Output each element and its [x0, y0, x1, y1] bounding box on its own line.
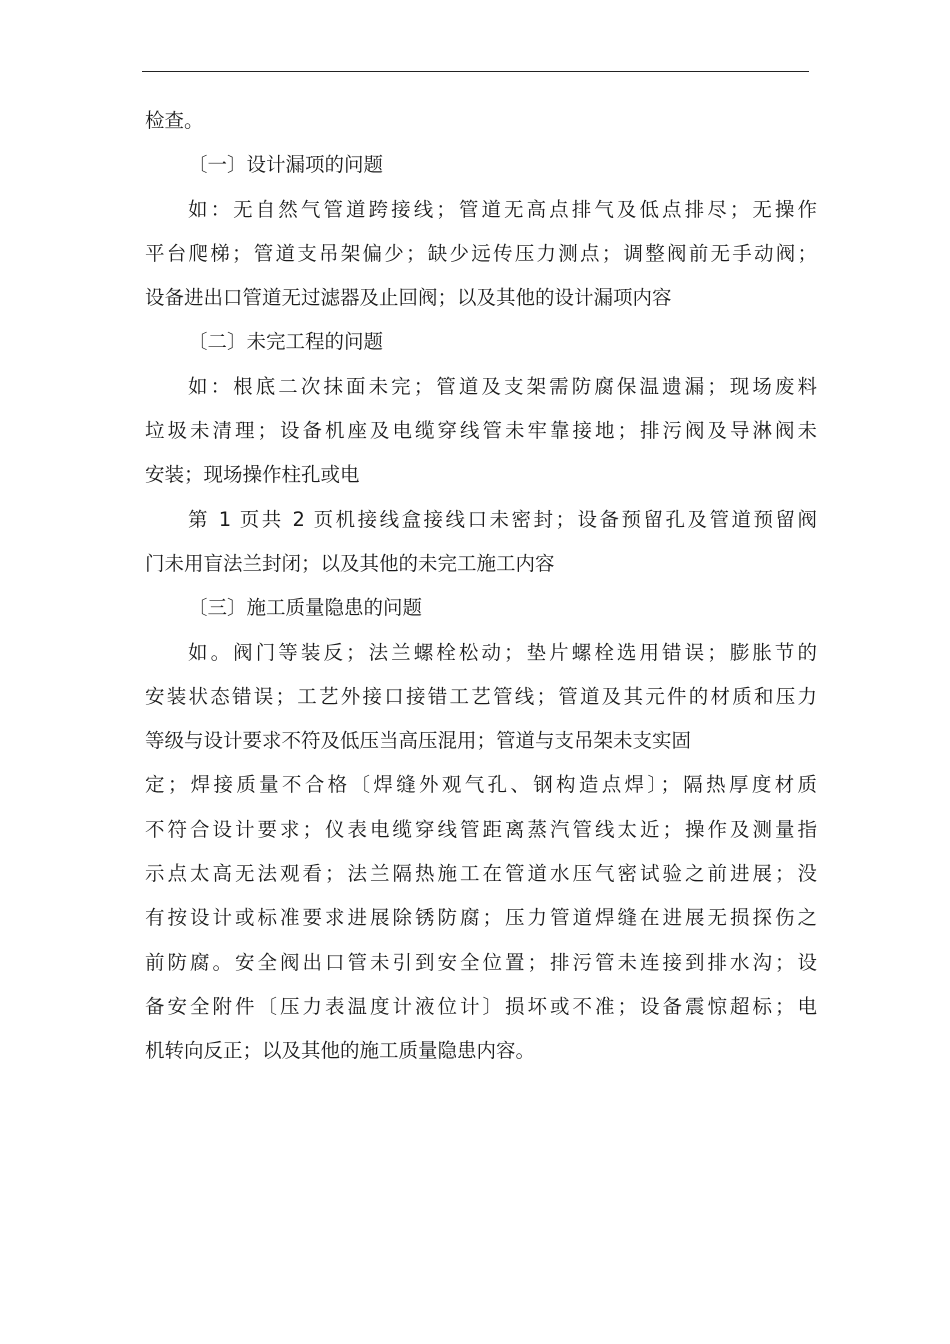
text-line: 等级与设计要求不符及低压当高压混用；管道与支吊架未支实固: [145, 729, 692, 753]
text-line: 如。阀门等装反；法兰螺栓松动；垫片螺栓选用错误；膨胀节的: [188, 640, 817, 664]
text-line: 垃圾未清理；设备机座及电缆穿线管未牢靠接地；排污阀及导淋阀未: [145, 419, 817, 443]
text-line: 有按设计或标准要求进展除锈防腐；压力管道焊缝在进展无损探伤之: [145, 906, 817, 930]
text-line: 定；焊接质量不合格〔焊缝外观气孔、钢构造点焊〕；隔热厚度材质: [145, 773, 817, 797]
text-line: 〔二〕未完工程的问题: [188, 330, 384, 354]
text-line: 如：无自然气管道跨接线；管道无高点排气及低点排尽；无操作: [188, 197, 817, 221]
text-line: 前防腐。安全阀出口管未引到安全位置；排污管未连接到排水沟；设: [145, 950, 817, 974]
text-line: 设备进出口管道无过滤器及止回阀；以及其他的设计漏项内容: [145, 286, 672, 310]
text-line: 〔三〕施工质量隐患的问题: [188, 596, 423, 620]
text-line: 机转向反正；以及其他的施工质量隐患内容。: [145, 1039, 536, 1063]
text-line: 平台爬梯；管道支吊架偏少；缺少远传压力测点；调整阀前无手动阀；: [145, 241, 817, 265]
text-line: 如：根底二次抹面未完；管道及支架需防腐保温遗漏；现场废料: [188, 374, 817, 398]
text-line: 检查。: [145, 109, 204, 132]
document-body: [145, 99, 817, 1074]
text-line: 示点太高无法观看；法兰隔热施工在管道水压气密试验之前进展；没: [145, 862, 817, 886]
text-line: 安装；现场操作柱孔或电: [145, 463, 360, 487]
header-rule: [142, 71, 809, 72]
text-line: 不符合设计要求；仪表电缆穿线管距离蒸汽管线太近；操作及测量指: [145, 817, 817, 841]
text-line: 备安全附件〔压力表温度计液位计〕损坏或不准；设备震惊超标；电: [145, 994, 817, 1018]
text-line: 第 1 页共 2 页机接线盒接线口未密封；设备预留孔及管道预留阀: [188, 507, 817, 531]
text-line: 门未用盲法兰封闭；以及其他的未完工施工内容: [145, 551, 555, 575]
text-line: 安装状态错误；工艺外接口接错工艺管线；管道及其元件的材质和压力: [145, 684, 817, 708]
text-line: 〔一〕设计漏项的问题: [188, 153, 384, 177]
